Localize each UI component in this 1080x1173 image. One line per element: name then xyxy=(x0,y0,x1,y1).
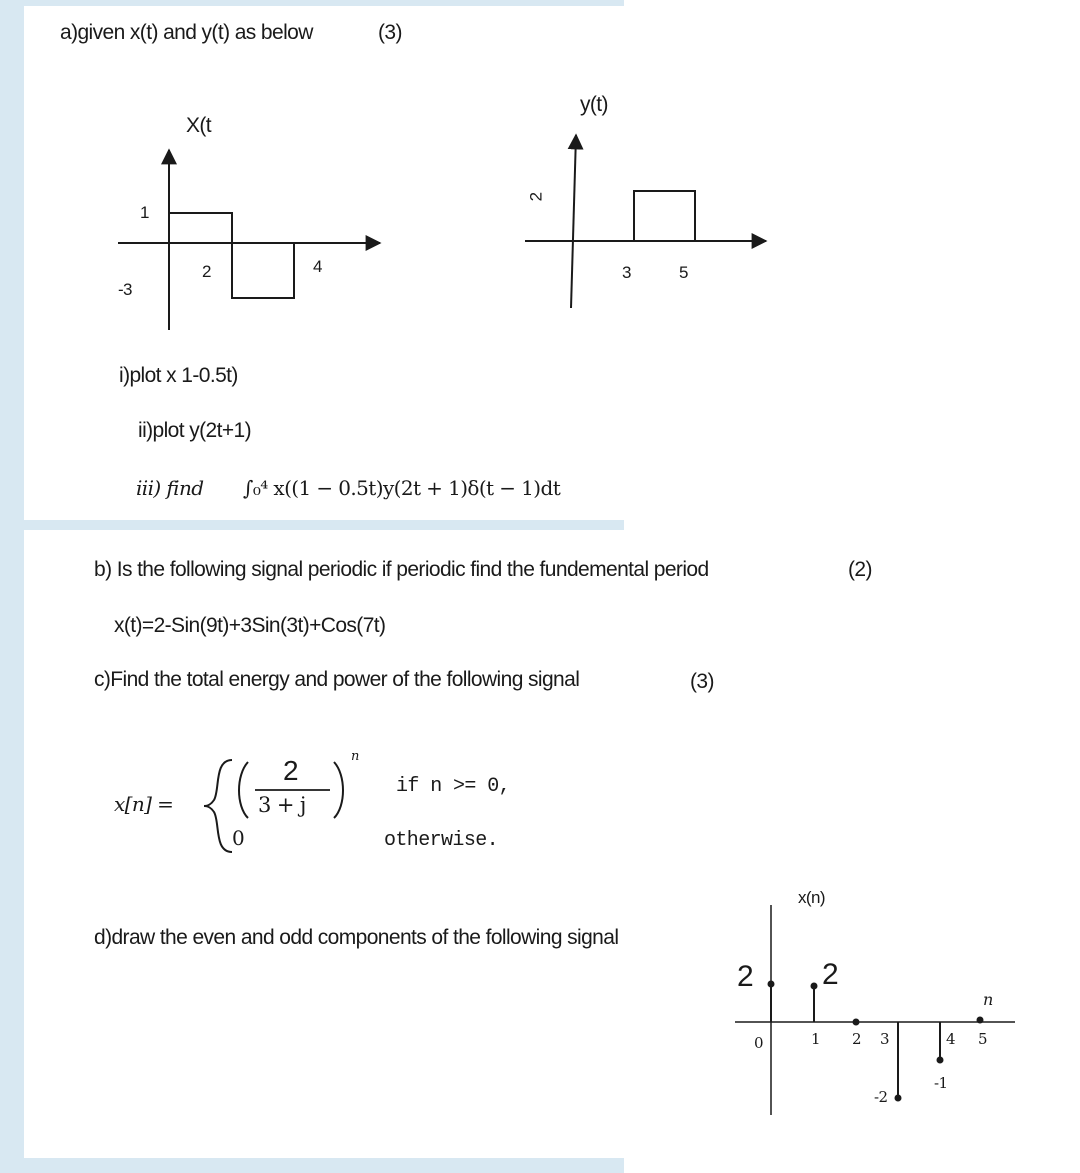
x-n-axis-label: n xyxy=(983,990,993,1009)
part-a-question-1: i)plot x 1-0.5t) xyxy=(119,364,238,387)
part-a-intro: a)given x(t) and y(t) as below xyxy=(60,21,313,44)
y-t-tick-5: 5 xyxy=(679,263,688,282)
y-t-tick-3: 3 xyxy=(622,263,631,282)
x-t-tick-4: 4 xyxy=(313,257,322,276)
x-n-tick-4: 4 xyxy=(946,1030,955,1048)
y-t-graph xyxy=(525,135,766,308)
y-t-vertical-axis xyxy=(571,135,576,308)
piecewise-lhs: x[n] = xyxy=(114,792,174,816)
fraction-exponent: n xyxy=(351,749,359,764)
sample-n3 xyxy=(895,1095,902,1102)
fraction-numerator: 2 xyxy=(283,755,298,786)
sample-n5 xyxy=(977,1017,984,1024)
x-n-tick-1: 1 xyxy=(811,1030,820,1048)
left-paren xyxy=(239,762,248,818)
y-t-signal xyxy=(634,191,695,241)
part-b-signal: x(t)=2-Sin(9t)+3Sin(3t)+Cos(7t) xyxy=(114,614,386,637)
x-t-signal xyxy=(169,213,294,298)
part-b-question: b) Is the following signal periodic if periodic find the fundemental period xyxy=(94,558,709,581)
case-2-value: 0 xyxy=(232,826,245,850)
part-a-question-2: ii)plot y(2t+1) xyxy=(138,419,251,442)
part-d-question: d)draw the even and odd components of the following signal xyxy=(94,926,619,949)
x-n-value-2-left: 2 xyxy=(737,960,754,993)
case-2-condition: otherwise. xyxy=(384,829,499,852)
right-paren xyxy=(334,762,343,818)
part-b-marks: (2) xyxy=(848,558,872,581)
fraction-denominator: 3 + j xyxy=(258,793,306,817)
x-t-title: X(t xyxy=(186,114,212,137)
x-t-graph xyxy=(118,150,380,330)
x-t-tick-neg3: -3 xyxy=(118,280,132,299)
sample-n1 xyxy=(811,983,818,990)
x-n-graph xyxy=(735,905,1015,1115)
x-t-tick-2: 2 xyxy=(202,262,211,281)
x-t-tick-1: 1 xyxy=(140,203,149,222)
x-n-tick-5: 5 xyxy=(978,1030,987,1048)
x-n-tick-2: 2 xyxy=(852,1030,861,1048)
part-a-marks: (3) xyxy=(378,21,402,44)
x-n-value-neg1: -1 xyxy=(934,1074,948,1092)
x-n-value-neg2: -2 xyxy=(874,1088,888,1106)
x-n-tick-3: 3 xyxy=(880,1030,889,1048)
part-a-question-3-prefix: iii) find xyxy=(136,476,204,500)
piecewise-brace xyxy=(204,760,232,852)
part-c-question: c)Find the total energy and power of the following signal xyxy=(94,668,580,691)
sample-n4 xyxy=(937,1057,944,1064)
part-c-marks: (3) xyxy=(690,670,714,693)
sample-n0 xyxy=(768,981,775,988)
part-a-question-3-expr: ∫₀⁴ x((1 − 0.5t)y(2t + 1)δ(t − 1)dt xyxy=(243,476,561,500)
case-1-condition: if n >= 0, xyxy=(396,775,511,798)
y-t-tick-2: 2 xyxy=(526,192,546,202)
y-t-title: y(t) xyxy=(580,93,608,116)
sample-n2 xyxy=(853,1019,860,1026)
x-n-value-2-right: 2 xyxy=(822,958,839,991)
x-n-title: x(n) xyxy=(798,888,825,907)
x-n-tick-0: 0 xyxy=(754,1034,763,1052)
